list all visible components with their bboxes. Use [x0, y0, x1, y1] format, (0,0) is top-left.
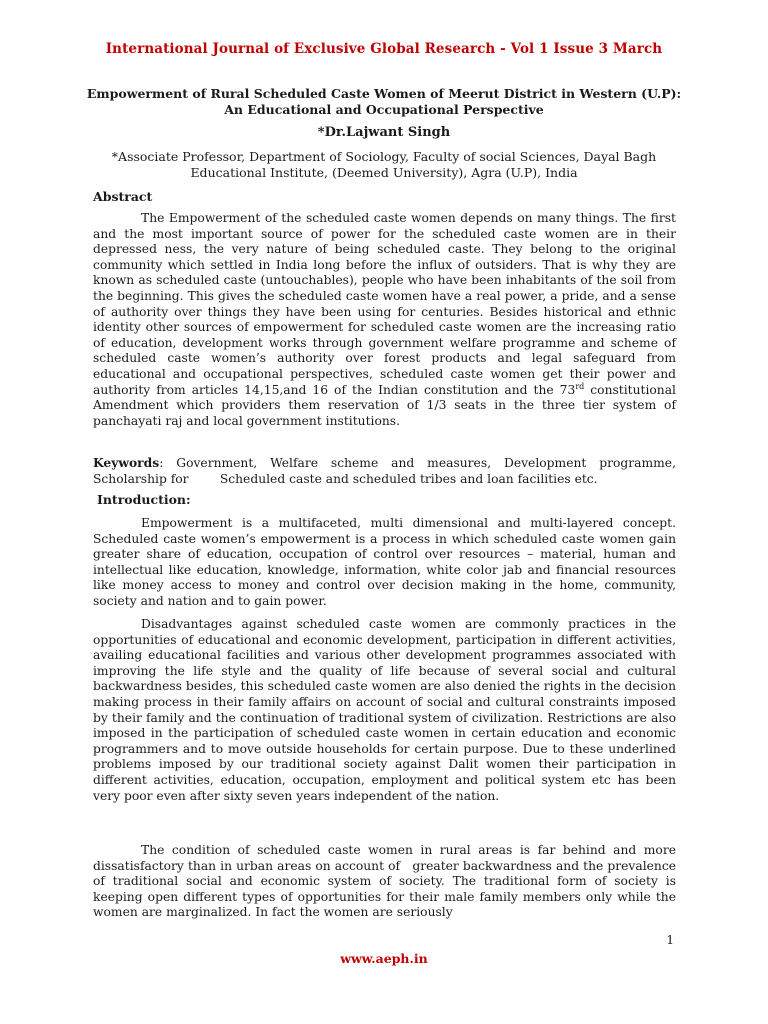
keywords-text: : Government, Welfare scheme and measures, Development programme, Scholarship for Scheduled caste and scheduled tribes and loan facilities etc.: [93, 456, 680, 486]
keywords-label: Keywords: [93, 455, 160, 470]
paper-title: Empowerment of Rural Scheduled Caste Women of Meerut District in Western (U.P): An Educational and Occupational Perspective: [86, 86, 682, 117]
keywords-paragraph: [93, 455, 680, 487]
abstract-text-end: constitutional Amendment which providers them reservation of 1/3 seats in the three tier system of panchayati raj and local government institutions.: [93, 382, 676, 428]
footer-website-link[interactable]: www.aeph.in: [340, 951, 428, 966]
author-name: *Dr.Lajwant Singh: [317, 125, 451, 140]
introduction-heading: Introduction:: [97, 492, 191, 507]
abstract-heading: Abstract: [93, 189, 153, 204]
superscript-ordinal: rd: [575, 381, 585, 391]
journal-header: International Journal of Exclusive Global Research - Vol 1 Issue 3 March: [105, 41, 663, 57]
intro-paragraph-1: Empowerment is a multifaceted, multi dimensional and multi-layered concept. Scheduled caste women’s empowerment is a process in which scheduled caste women gain greater share of education, occupation of control over resources – material, human and intellectual like education, knowledge, information, white color jab and financial resources like money access to money and control over decision making in the home, community, society and nation and to gain power.: [93, 516, 676, 608]
abstract-text-main: The Empowerment of the scheduled caste women depends on many things. The first and the most important source of power for the scheduled caste women are in their depressed ness, the very nature of being scheduled caste. They belong to the original community which settled in India long before the influx of outsiders. That is why they are known as scheduled caste (untouchables), people who have been inhabitants of the soil from the beginning. This gives the scheduled caste women have a real power, a pride, and a sense of authority over things they have been using for centuries. Besides historical and ethnic identity other sources of empowerment for scheduled caste women are the increasing ratio of education, development works through government welfare programme and scheme of scheduled caste women’s authority over forest products and legal safeguard from educational and occupational perspectives, scheduled caste women get their power and authority from articles 14,15,and 16 of the Indian constitution and the 73: [93, 211, 676, 397]
intro-paragraph-3: The condition of scheduled caste women in rural areas is far behind and more dissatisfactory than in urban areas on account of greater backwardness and the prevalence of traditional social and economic system of society. The traditional form of society is keeping open different types of opportunities for their male family members only while the women are marginalized. In fact the women are seriously: [93, 843, 680, 920]
intro-paragraph-2: Disadvantages against scheduled caste women are commonly practices in the opportunities of educational and economic development, participation in different activities, availing educational facilities and various other development programmes associated with improving the life style and the quality of life because of several social and cultural backwardness besides, this scheduled caste women are also denied the rights in the decision making process in their family affairs on account of social and cultural constraints imposed by their family and the continuation of traditional system of civilization. Restrictions are also imposed in the participation of scheduled caste women in certain education and economic programmers and to move outside households for certain purpose. Due to these underlined problems imposed by our traditional society against Dalit women their participation in different activities, education, occupation, employment and political system etc has been very poor even after sixty seven years independent of the nation.: [93, 617, 676, 803]
author-affiliation: *Associate Professor, Department of Sociology, Faculty of social Sciences, Dayal Bagh Educational Institute, (Deemed University), Agra (U.P), India: [111, 149, 657, 180]
abstract-text: [93, 211, 676, 429]
page-number: 1: [666, 933, 674, 947]
